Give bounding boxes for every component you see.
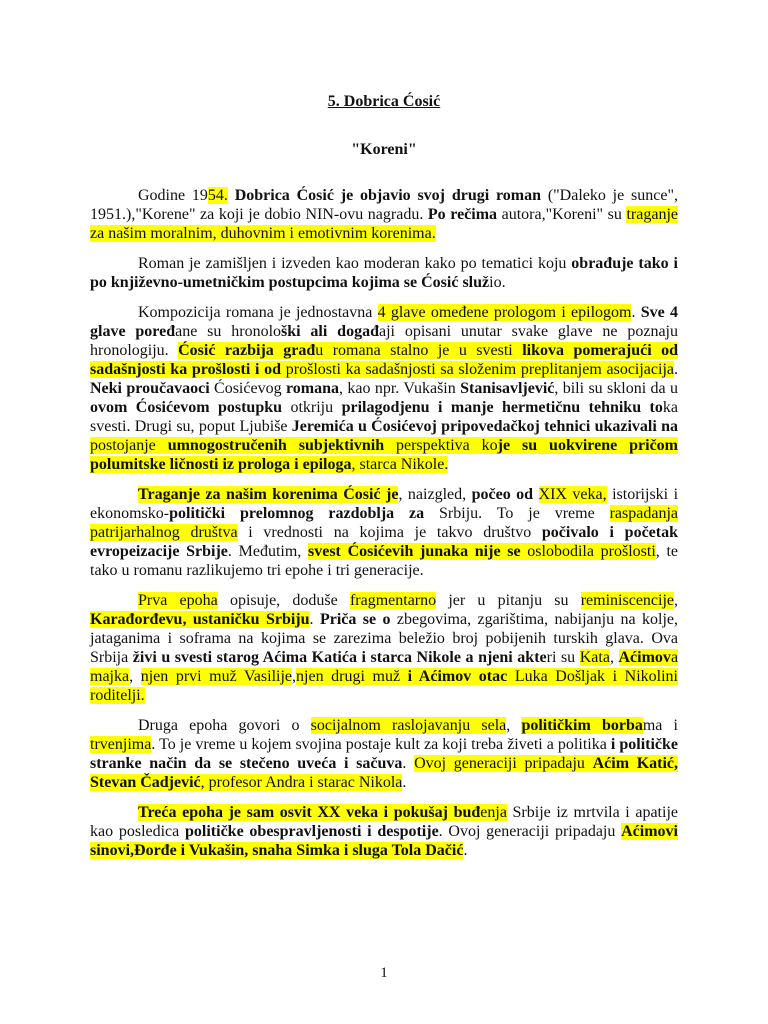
text-run: otkriju [282, 399, 342, 416]
text-run: ("Daleko je sunce", 1951.),"Korene" za koji je dobio NIN-ovu nagradu. [90, 187, 678, 223]
highlighted-text: traganje za našim moralnim, duhovnim i emotivnim korenima. [90, 206, 679, 242]
text-run: , kao npr. Vukašin [339, 380, 461, 397]
highlighted-text: Ovoj generaciji pripadaju [414, 755, 593, 772]
paragraph [90, 803, 678, 860]
highlighted-text: oslobodila prošlosti [527, 543, 656, 560]
highlighted-text: trvenjima [90, 736, 152, 753]
highlighted-text: Aćimovi sinovi,Đorđe i Vukašin, snaha Simka i sluga Tola Dačić [90, 823, 678, 859]
page-number: 1 [380, 965, 388, 981]
text-run: . Ovoj generaciji pripadaju [438, 823, 622, 840]
text-run: počivalo i početak evropeizacije Srbije [90, 524, 678, 560]
highlighted-text: Prva epoha [138, 592, 218, 609]
text-run: političke obespravljenosti i despotije [185, 823, 439, 840]
paragraph [90, 485, 678, 580]
text-run: Stanisavljević [460, 380, 555, 397]
text-run: Jeremića u Ćosićevoj pripovedačkoj tehnici ukazivali na [291, 418, 678, 435]
highlighted-text: njen prvi muž Vasilije [140, 668, 293, 685]
document-body [90, 186, 678, 860]
text-run: prilagodjenu i manje hermetičnu tehniku to [341, 399, 663, 416]
text-run: jer u pitanju su [436, 592, 581, 609]
text-run: ovom Ćosićevom postupku [90, 399, 283, 416]
highlighted-text: postojanje [90, 437, 168, 454]
text-run: . [674, 361, 679, 378]
highlighted-text: Karađorđevu, ustaničku Srbiju [90, 611, 310, 628]
text-run: Neki proučavaoci [90, 380, 210, 397]
text-run: Priča se o [319, 611, 391, 628]
text-run: , [609, 649, 619, 666]
highlighted-text: njen drugi muž [296, 668, 408, 685]
highlighted-text: Ćosić razbija građ [178, 342, 316, 359]
highlighted-text: 4 glave omeđene prologom i epilogom [377, 304, 632, 321]
text-run: politički prelomnog razdoblja za [169, 505, 425, 522]
text-run: zbegovima, zgarištima, nabijanju na kolje, jataganima i soframa na kojima se zarezima beležio broj pobijenih turskih glava. Ova Srbija [90, 611, 678, 666]
highlighted-text: je su uokvirene pričom polumitske ličnosti iz prologa i epiloga [90, 437, 678, 473]
text-run: romana [285, 380, 339, 397]
text-run: Kompozicija romana je jednostavna [138, 304, 378, 321]
text-run: opisuje, doduše [217, 592, 350, 609]
highlighted-text: Luka Došljak i Nikolini roditelji. [90, 668, 679, 704]
highlighted-text: , starca Nikole. [351, 456, 449, 473]
highlighted-text: XIX veka, [538, 486, 607, 503]
text-run: Dobrica Ćosić je objavio svoj drugi roman [227, 187, 542, 204]
text-run: počeo od [471, 486, 534, 503]
text-run: , te tako u romanu razlikujemo tri epohe i tri generacije. [90, 543, 679, 579]
text-run: , [674, 592, 679, 609]
highlighted-text: političkim borba [521, 717, 643, 734]
paragraph [90, 591, 678, 705]
paragraph [90, 716, 678, 792]
text-run: . [402, 774, 407, 791]
highlighted-text: Aćimov [618, 649, 671, 666]
text-run: Sve 4 glave poređ [90, 304, 679, 340]
highlighted-text: raspadanja patrijarhalnog društva [90, 505, 678, 541]
highlighted-text: perspektiva ko [384, 437, 498, 454]
text-run: . [463, 842, 468, 859]
highlighted-text: socijalnom raslojavanju sela [310, 717, 507, 734]
paragraph [90, 186, 678, 243]
text-run: i političke stranke način da se stečeno uveća i sačuva [90, 736, 679, 772]
text-run: i vrednosti na kojima je takvo društvo [237, 524, 542, 541]
document-subtitle: "Koreni" [351, 141, 417, 158]
text-run: Godine 19 [138, 187, 208, 204]
text-run: , [129, 668, 141, 685]
highlighted-text: Traganje za našim korenima Ćosić je [138, 486, 399, 503]
document-title: 5. Dobrica Ćosić [327, 93, 441, 110]
text-run: ane su hronolo [175, 323, 282, 340]
highlighted-text: fragmentarno [349, 592, 437, 609]
text-run: Srbije iz mrtvila i apatije kao posledica [90, 804, 678, 840]
paragraph [90, 254, 678, 292]
highlighted-text: Kata [579, 649, 610, 666]
text-run: . To je vreme u kojem svojina postaje kult za koji treba živeti a politika [151, 736, 611, 753]
text-run: autora,"Koreni" su [497, 206, 627, 223]
text-run: ma i [642, 717, 679, 734]
text-run: Po rečima [427, 206, 498, 223]
text-run: . [402, 755, 415, 772]
highlighted-text: Treća epoha je sam osvit XX veka i pokušaj buđ [138, 804, 481, 821]
text-run: Srbiju. To je vreme [424, 505, 610, 522]
text-run: Druga epoha govori o [138, 717, 311, 734]
text-run: . Međutim, [227, 543, 308, 560]
text-run: , [292, 668, 297, 685]
text-run [533, 486, 538, 503]
text-run: aji opisani unutar svake glave ne poznaju hronologiju. [90, 323, 678, 359]
text-run: živi u svesti starog Aćima Katića i starca Nikole a njeni akte [132, 649, 547, 666]
text-run: . [309, 611, 320, 628]
text-run: , bili su skloni da u [554, 380, 679, 397]
highlighted-text: svest Ćosićevih junaka nije se [308, 543, 521, 560]
paragraph [90, 303, 678, 474]
highlighted-text: likova pomerajući od sadašnjosti ka prošlosti i od [90, 342, 679, 378]
text-run: , naizgled, [398, 486, 472, 503]
text-run: . [631, 304, 641, 321]
highlighted-text: enja [480, 804, 507, 821]
text-run: istorijski i ekonomsko- [90, 486, 679, 522]
text-run: ri su [546, 649, 580, 666]
highlighted-text: reminiscencije [580, 592, 675, 609]
highlighted-text: umnogostručenih subjektivnih [167, 437, 385, 454]
text-run: , [506, 717, 522, 734]
highlighted-text: 54. [207, 187, 228, 204]
text-run: Ćosićevog [209, 380, 286, 397]
text-run: Roman je zamišljen i izveden kao moderan kako po tematici koju [138, 255, 572, 272]
highlighted-text: Aćim Katić, Stevan Čadjević [90, 755, 679, 791]
text-run: ški ali događ [281, 323, 379, 340]
highlighted-text: , profesor Andra i starac Nikola [200, 774, 403, 791]
highlighted-text: a majka [90, 649, 679, 685]
highlighted-text: i Aćimov otac [407, 668, 508, 685]
text-run: ka svesti. Drugi su, poput Ljubiše [90, 399, 678, 435]
highlighted-text: prošlosti ka sadašnjosti sa složenim preplitanjem asocijacija [281, 361, 675, 378]
text-run: io. [489, 274, 506, 291]
highlighted-text: u romana stalno je u svesti [315, 342, 523, 359]
text-run: obrađuje tako i po književno-umetničkim postupcima kojima se Ćosić služ [90, 255, 678, 291]
